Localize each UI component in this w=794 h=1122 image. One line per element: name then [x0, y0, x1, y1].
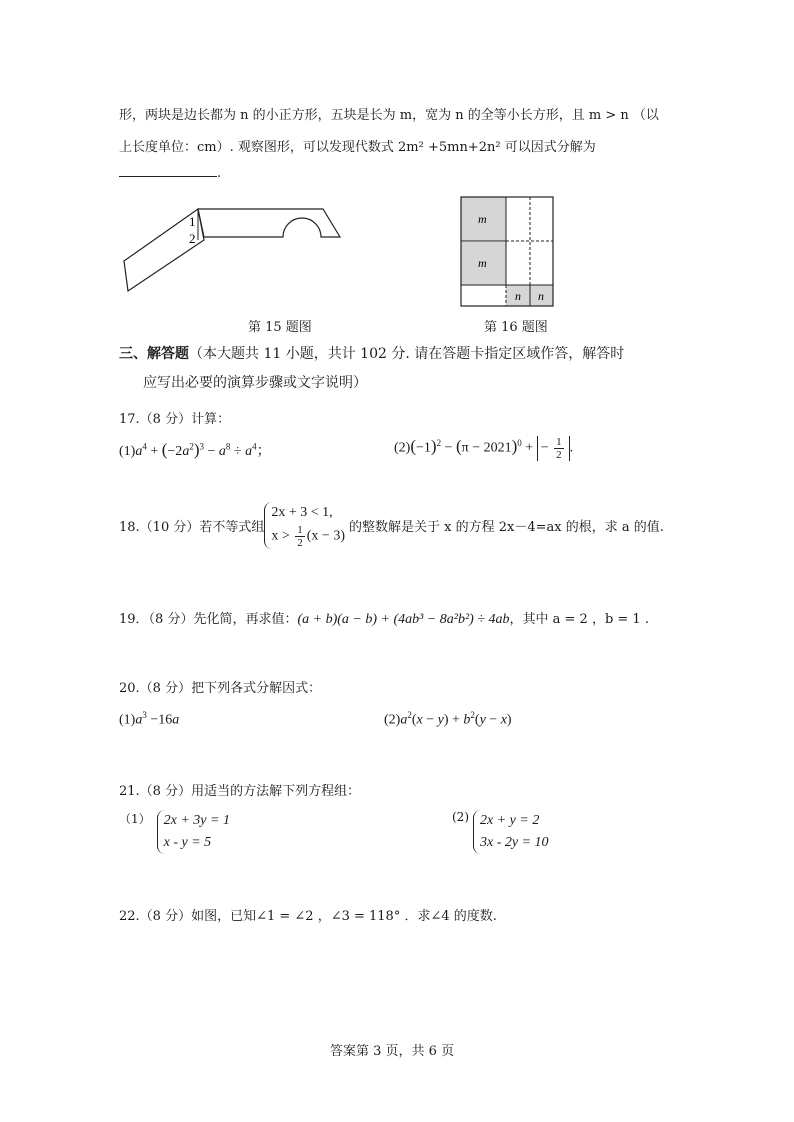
- section-title: 三、解答题: [119, 346, 189, 362]
- intro-line-2: 上长度单位：cm）. 观察图形，可以发现代数式 2m² +5mn+2n² 可以因式分解为: [119, 140, 596, 155]
- q21-p1-row-1: 2x + 3y = 1: [163, 813, 230, 828]
- q18-system: [264, 502, 345, 549]
- q17-part-1-label: (1): [119, 444, 136, 459]
- section-description-2: 应写出必要的演算步骤或文字说明）: [143, 375, 367, 391]
- q22: 22.（8 分）如图，已知∠1 = ∠2 ，∠3 = 118° ．求∠4 的度数.: [119, 909, 497, 924]
- section-heading: [119, 343, 624, 363]
- q21-system-1: [157, 810, 230, 854]
- blank-line: [119, 164, 217, 177]
- cell-label-n-left: n: [515, 289, 521, 303]
- q19-heading: 19．（8 分）先化简，再求值：: [119, 612, 298, 627]
- cell-label-m-top: m: [478, 212, 487, 226]
- section-description: （本大题共 11 小题，共计 102 分. 请在答题卡指定区域作答，解答时: [189, 346, 625, 362]
- q18: [119, 502, 664, 549]
- q17-heading: 17.（8 分）计算：: [119, 412, 231, 427]
- cell-label-m-middle: m: [478, 256, 487, 270]
- q17-part-2: $(2)(-1)^2 - (\pi - 2021)^0$ + − $\frac{1}{2}$ .: [394, 436, 574, 461]
- q21-p2-row-2: 3x - 2y = 10: [480, 835, 549, 850]
- q19: [119, 608, 649, 628]
- q21-p2-row-1: 2x + y = 2: [480, 813, 540, 828]
- figure-15-caption: 第 15 题图: [248, 320, 312, 335]
- figure-15-bridge: [198, 209, 340, 237]
- q17-part-2-label: (2): [394, 440, 411, 456]
- q20-heading: 20.（8 分）把下列各式分解因式：: [119, 681, 322, 696]
- page-footer: 答案第 3 页，共 6 页: [330, 1044, 455, 1059]
- figure-16-caption: 第 16 题图: [484, 320, 548, 335]
- q19-tail: ，其中 a = 2 ，b = 1 .: [509, 612, 649, 627]
- q21-part-2: [452, 810, 549, 854]
- angle-1-label: 1: [189, 214, 196, 229]
- q21-heading: 21.（8 分）用适当的方法解下列方程组：: [119, 784, 361, 799]
- intro-line-1: 形，两块是边长都为 n 的小正方形，五块是长为 m，宽为 n 的全等小长方形，且 m > n （以: [119, 108, 659, 123]
- q18-row-1: 2x + 3 < 1,: [271, 505, 333, 520]
- q21-p1-row-2: x - y = 5: [163, 835, 212, 850]
- angle-2-label: 2: [189, 231, 196, 246]
- q21-part-1: [119, 810, 230, 854]
- q21-part-2-label: (2): [452, 810, 469, 824]
- q20-part-1-label: (1): [119, 712, 136, 728]
- q18-heading: 18.（10 分）若不等式组: [119, 520, 265, 535]
- q18-tail: 的整数解是关于 x 的方程 2x－4=ax 的根，求 a 的值.: [349, 520, 664, 535]
- q21-part-1-label: （1）: [119, 812, 151, 826]
- q21-system-2: [473, 810, 549, 854]
- blank-period: .: [217, 166, 222, 181]
- figure-16: [460, 196, 555, 308]
- q20-part-1: $(1)a^3 -16a$: [119, 710, 180, 728]
- q17-part-1: $(1)a^4 + (-2a^2)^3 - a^8 \div a^4$；: [119, 440, 271, 459]
- answer-blank: [119, 164, 221, 181]
- q20-part-2: $(2)a^2(x - y) + b^2(y - x)$: [384, 710, 512, 728]
- q20-part-2-label: (2): [384, 712, 401, 728]
- figure-15: [118, 196, 348, 296]
- q19-expression: (a + b)(a − b) + (4ab³ − 8a²b²) ÷ 4ab: [297, 612, 510, 627]
- cell-label-n-right: n: [538, 289, 544, 303]
- q18-row-2: x > $\frac{1}{2}$ (x − 3): [271, 524, 345, 549]
